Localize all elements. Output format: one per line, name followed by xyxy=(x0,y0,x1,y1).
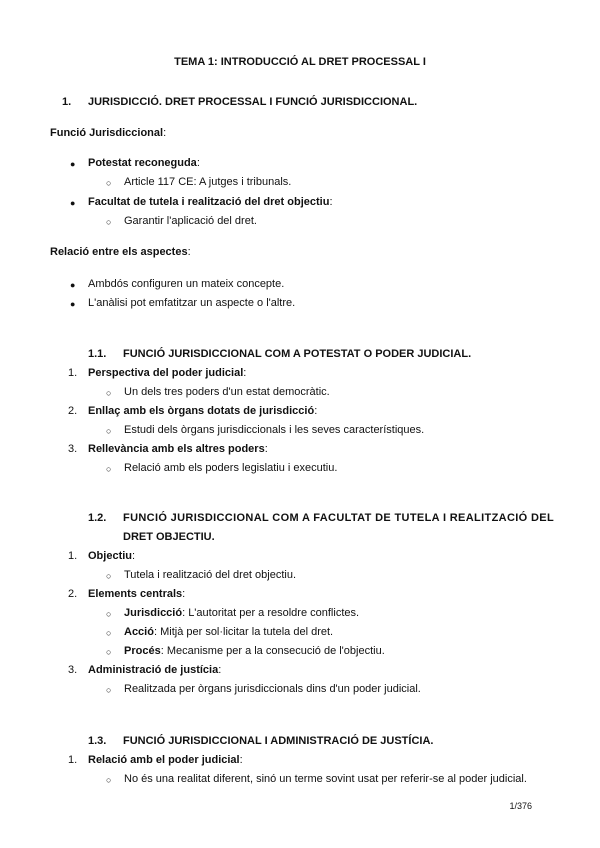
sub-item: Article 117 CE: A jutges i tribunals. xyxy=(124,176,292,188)
bullet-icon: ● xyxy=(70,159,76,169)
term-definition: : Mitjà per sol·licitar la tutela del dret. xyxy=(153,626,334,638)
circle-bullet-icon: ○ xyxy=(106,775,112,785)
list-item: Objectiu: xyxy=(88,550,136,562)
circle-bullet-icon: ○ xyxy=(106,609,112,619)
bullet-icon: ● xyxy=(70,299,76,309)
section-number: 1. xyxy=(62,96,72,108)
list-item-label: Elements centrals xyxy=(88,588,183,600)
subsection-heading: FUNCIÓ JURISDICCIONAL I ADMINISTRACIÓ DE JUSTÍCIA. xyxy=(123,735,434,747)
list-item: Facultat de tutela i realització del dret objectiu: xyxy=(88,196,333,208)
bullet-icon: ● xyxy=(70,280,76,290)
sub-item: Un dels tres poders d'un estat democràtic. xyxy=(124,386,330,398)
list-number: 3. xyxy=(68,664,78,676)
term: Procés xyxy=(124,645,161,657)
term-definition: : L'autoritat per a resoldre conflictes. xyxy=(182,607,360,619)
subsection-number: 1.3. xyxy=(88,735,107,747)
list-item-label: Objectiu xyxy=(88,550,133,562)
list-item-label: Enllaç amb els òrgans dotats de jurisdicció xyxy=(88,405,315,417)
list-number: 1. xyxy=(68,367,78,379)
sub-item: Garantir l'aplicació del dret. xyxy=(124,215,257,227)
list-item: Elements centrals: xyxy=(88,588,186,600)
document-title: TEMA 1: INTRODUCCIÓ AL DRET PROCESSAL I xyxy=(174,56,426,68)
list-item: Perspectiva del poder judicial: xyxy=(88,367,247,379)
bullet-icon: ● xyxy=(70,198,76,208)
list-number: 1. xyxy=(68,550,78,562)
list-item: Enllaç amb els òrgans dotats de jurisdicció: xyxy=(88,405,318,417)
list-item-label: Relació amb el poder judicial xyxy=(88,754,240,766)
list-item: Relació amb el poder judicial: xyxy=(88,754,243,766)
sub-item: Estudi dels òrgans jurisdiccionals i les seves característiques. xyxy=(124,424,425,436)
list-item-label: Administració de justícia xyxy=(88,664,219,676)
subsection-heading: FUNCIÓ JURISDICCIONAL COM A POTESTAT O PODER JUDICIAL. xyxy=(123,348,472,360)
list-number: 3. xyxy=(68,443,78,455)
list-number: 2. xyxy=(68,405,78,417)
subsection-heading-continued: DRET OBJECTIU. xyxy=(123,531,215,543)
circle-bullet-icon: ○ xyxy=(106,628,112,638)
list-item-label: Facultat de tutela i realització del dret objectiu xyxy=(88,196,330,208)
list-number: 1. xyxy=(68,754,78,766)
circle-bullet-icon: ○ xyxy=(106,571,112,581)
sub-item: Relació amb els poders legislatiu i executiu. xyxy=(124,462,338,474)
relacio-heading-text: Relació entre els aspectes xyxy=(50,246,188,258)
sub-item xyxy=(124,626,333,638)
circle-bullet-icon: ○ xyxy=(106,685,112,695)
funcio-heading-text: Funció Jurisdiccional xyxy=(50,127,164,139)
list-item-label: Potestat reconeguda xyxy=(88,157,197,169)
circle-bullet-icon: ○ xyxy=(106,426,112,436)
section-heading: JURISDICCIÓ. DRET PROCESSAL I FUNCIÓ JURISDICCIONAL. xyxy=(88,96,418,108)
sub-item: No és una realitat diferent, sinó un terme sovint usat per referir-se al poder judicial. xyxy=(124,773,527,785)
term: Jurisdicció xyxy=(124,607,183,619)
sub-item xyxy=(124,607,359,619)
list-item-label: Rellevància amb els altres poders xyxy=(88,443,265,455)
circle-bullet-icon: ○ xyxy=(106,464,112,474)
sub-item: Tutela i realització del dret objectiu. xyxy=(124,569,297,581)
list-item: Ambdós configuren un mateix concepte. xyxy=(88,278,285,290)
term: Acció xyxy=(124,626,154,638)
term-definition: : Mecanisme per a la consecució de l'objectiu. xyxy=(160,645,385,657)
list-item-label: Perspectiva del poder judicial xyxy=(88,367,244,379)
list-number: 2. xyxy=(68,588,78,600)
list-item: L'anàlisi pot emfatitzar un aspecte o l'altre. xyxy=(88,297,296,309)
subsection-heading: FUNCIÓ JURISDICCIONAL COM A FACULTAT DE TUTELA I REALITZACIÓ DEL xyxy=(123,512,555,524)
funcio-heading: Funció Jurisdiccional: xyxy=(50,127,167,139)
subsection-number: 1.2. xyxy=(88,512,107,524)
list-item: Administració de justícia: xyxy=(88,664,222,676)
list-item: Rellevància amb els altres poders: xyxy=(88,443,268,455)
page-number: 1/376 xyxy=(509,801,532,811)
sub-item xyxy=(124,645,385,657)
sub-item: Realitzada per òrgans jurisdiccionals dins d'un poder judicial. xyxy=(124,683,421,695)
circle-bullet-icon: ○ xyxy=(106,647,112,657)
circle-bullet-icon: ○ xyxy=(106,178,112,188)
circle-bullet-icon: ○ xyxy=(106,388,112,398)
relacio-heading: Relació entre els aspectes: xyxy=(50,246,191,258)
subsection-number: 1.1. xyxy=(88,348,107,360)
circle-bullet-icon: ○ xyxy=(106,217,112,227)
list-item: Potestat reconeguda: xyxy=(88,157,200,169)
